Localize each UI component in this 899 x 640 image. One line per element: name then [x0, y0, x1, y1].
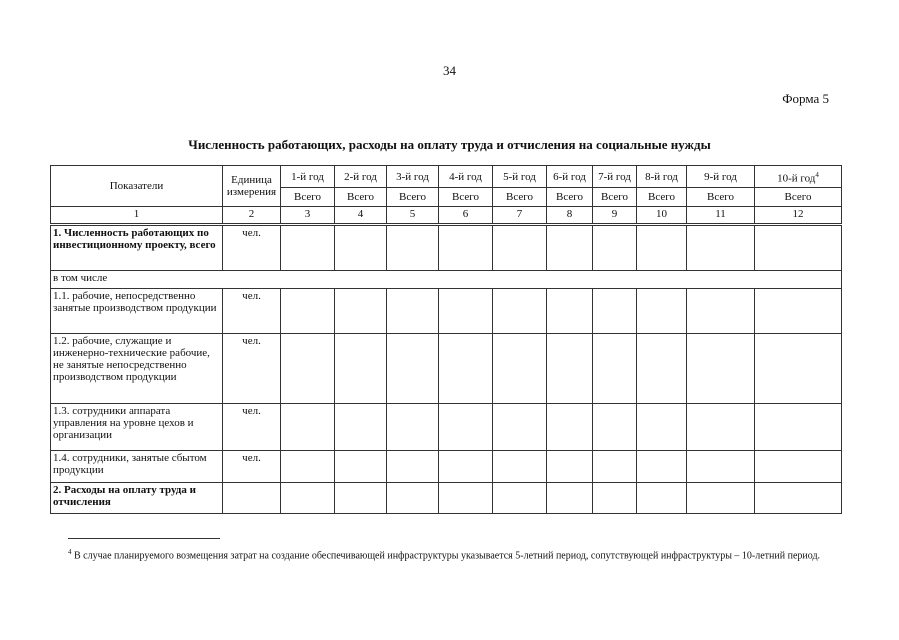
column-number: 11: [687, 207, 755, 225]
table-cell: [335, 404, 387, 451]
row-unit: чел.: [223, 451, 281, 483]
table-cell: [387, 483, 439, 514]
column-number: 2: [223, 207, 281, 225]
column-number: 7: [493, 207, 547, 225]
header-unit-line1: Единица: [231, 174, 272, 186]
header-year-2: 2-й год: [335, 166, 387, 188]
table-cell: [593, 289, 637, 334]
table-cell: [439, 483, 493, 514]
table-cell: [439, 451, 493, 483]
column-number: 6: [439, 207, 493, 225]
table-row: [51, 483, 842, 514]
table-cell: [637, 483, 687, 514]
table-cell: [547, 334, 593, 404]
table-cell: [439, 289, 493, 334]
header-total: Всего: [637, 188, 687, 207]
header-total: Всего: [547, 188, 593, 207]
table-cell: [281, 483, 335, 514]
header-total: Всего: [755, 188, 842, 207]
table-cell: [593, 334, 637, 404]
table-cell: [387, 451, 439, 483]
table-cell: [687, 225, 755, 271]
header-year-10-label: 10-й год: [777, 172, 816, 185]
table-cell: [687, 404, 755, 451]
row-label: 1.3. сотрудники аппарата управления на уровне цехов и организации: [51, 404, 223, 451]
table-cell: [281, 451, 335, 483]
table-cell: [687, 334, 755, 404]
header-year-10: [755, 166, 842, 188]
row-label: 1. Численность работающих по инвестиционному проекту, всего: [51, 225, 223, 271]
table-cell: [281, 404, 335, 451]
table-cell: [593, 404, 637, 451]
header-unit-line2: измерения: [226, 186, 277, 198]
table-cell: [439, 404, 493, 451]
row-label: в том числе: [51, 271, 842, 289]
row-unit: [223, 483, 281, 514]
table-cell: [637, 334, 687, 404]
header-total: Всего: [335, 188, 387, 207]
row-unit: чел.: [223, 225, 281, 271]
table-cell: [493, 483, 547, 514]
footnote-mark: 4: [68, 548, 72, 556]
table-cell: [387, 334, 439, 404]
table-cell: [281, 289, 335, 334]
table-cell: [387, 404, 439, 451]
table-row: [51, 225, 842, 271]
header-year-1: 1-й год: [281, 166, 335, 188]
table-cell: [493, 225, 547, 271]
table-cell: [493, 334, 547, 404]
row-label: 1.1. рабочие, непосредственно занятые производством продукции: [51, 289, 223, 334]
table-cell: [439, 334, 493, 404]
footnote-reference: 4: [815, 170, 819, 179]
table-cell: [687, 289, 755, 334]
header-total: Всего: [493, 188, 547, 207]
header-year-6: 6-й год: [547, 166, 593, 188]
document-title: Численность работающих, расходы на оплату труда и отчисления на социальные нужды: [188, 137, 711, 152]
table-cell: [335, 289, 387, 334]
table-cell: [755, 404, 842, 451]
table-cell: [687, 451, 755, 483]
table-cell: [637, 404, 687, 451]
table-cell: [387, 289, 439, 334]
table-row: [51, 289, 842, 334]
table-cell: [547, 289, 593, 334]
table-row: [51, 271, 842, 289]
footnote-separator: [68, 538, 220, 539]
header-total: Всего: [387, 188, 439, 207]
table-cell: [593, 483, 637, 514]
table-row: [51, 334, 842, 404]
column-number: 5: [387, 207, 439, 225]
table-cell: [439, 225, 493, 271]
column-number-row: [51, 207, 842, 225]
footnote-text: В случае планируемого возмещения затрат на создание обеспечивающей инфраструктуры указывается 5-летний период, сопутствующей инфраструктуры – 10-летний период.: [74, 550, 821, 562]
table-cell: [387, 225, 439, 271]
header-year-9: 9-й год: [687, 166, 755, 188]
row-label: 2. Расходы на оплату труда и отчисления: [51, 483, 223, 514]
header-total: Всего: [593, 188, 637, 207]
table-cell: [547, 225, 593, 271]
row-label: 1.2. рабочие, служащие и инженерно-технические рабочие, не занятые непосредственно производством продукции: [51, 334, 223, 404]
column-number: 12: [755, 207, 842, 225]
table-cell: [335, 334, 387, 404]
table-cell: [493, 404, 547, 451]
table-cell: [755, 451, 842, 483]
header-total: Всего: [687, 188, 755, 207]
column-number: 9: [593, 207, 637, 225]
header-year-3: 3-й год: [387, 166, 439, 188]
report-table: [50, 165, 842, 514]
header-year-8: 8-й год: [637, 166, 687, 188]
header-unit: [223, 166, 281, 207]
header-year-4: 4-й год: [439, 166, 493, 188]
table-cell: [493, 451, 547, 483]
page-number: 34: [443, 63, 456, 78]
table-row: [51, 404, 842, 451]
table-cell: [547, 483, 593, 514]
table-cell: [281, 334, 335, 404]
table-cell: [755, 334, 842, 404]
table-cell: [637, 225, 687, 271]
row-unit: чел.: [223, 334, 281, 404]
table-cell: [755, 225, 842, 271]
column-number: 8: [547, 207, 593, 225]
table-cell: [637, 289, 687, 334]
header-total: Всего: [281, 188, 335, 207]
table-cell: [335, 451, 387, 483]
table-cell: [687, 483, 755, 514]
row-label: 1.4. сотрудники, занятые сбытом продукции: [51, 451, 223, 483]
form-label: Форма 5: [782, 91, 829, 106]
table-cell: [335, 483, 387, 514]
column-number: 10: [637, 207, 687, 225]
table-cell: [637, 451, 687, 483]
column-number: 1: [51, 207, 223, 225]
row-unit: чел.: [223, 289, 281, 334]
row-unit: чел.: [223, 404, 281, 451]
table-cell: [547, 404, 593, 451]
table-cell: [593, 225, 637, 271]
column-number: 4: [335, 207, 387, 225]
table-cell: [593, 451, 637, 483]
header-indicators: Показатели: [51, 166, 223, 207]
table-cell: [281, 225, 335, 271]
column-number: 3: [281, 207, 335, 225]
table-cell: [547, 451, 593, 483]
header-year-7: 7-й год: [593, 166, 637, 188]
table-row: [51, 451, 842, 483]
table-cell: [493, 289, 547, 334]
table-cell: [755, 289, 842, 334]
table-cell: [755, 483, 842, 514]
table-cell: [335, 225, 387, 271]
footnote: [68, 543, 838, 565]
header-total: Всего: [439, 188, 493, 207]
header-year-5: 5-й год: [493, 166, 547, 188]
